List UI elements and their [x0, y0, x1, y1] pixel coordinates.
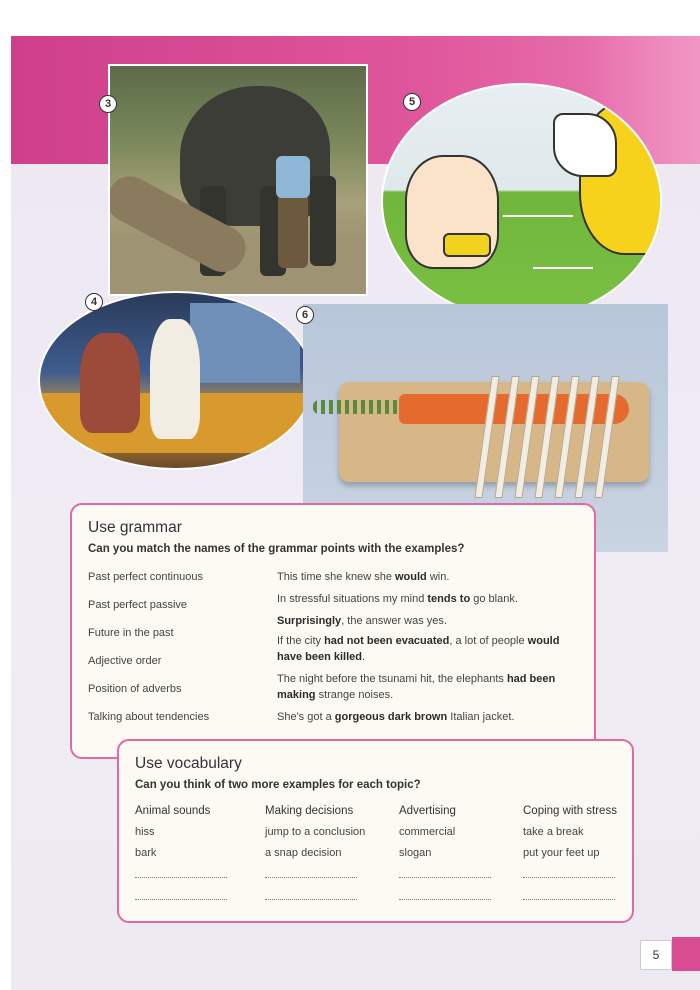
topic-item: hiss: [135, 826, 155, 838]
grammar-point: Future in the past: [88, 627, 174, 639]
grammar-point: Past perfect passive: [88, 599, 188, 611]
topic-item: bark: [135, 847, 157, 859]
topic-heading: Advertising: [399, 805, 456, 817]
topic-item: put your feet up: [523, 847, 600, 859]
topic-heading: Animal sounds: [135, 805, 211, 817]
topic-heading: Coping with stress: [523, 805, 617, 817]
tiger-mouth: [553, 113, 617, 177]
answer-line: [135, 877, 227, 878]
topic-item: commercial: [399, 826, 456, 838]
speed-line: [503, 215, 573, 217]
grammar-example: The night before the tsunami hit, the elephants had been making strange noises.: [277, 673, 556, 701]
topic-heading: Making decisions: [265, 805, 354, 817]
grammar-example: If the city had not been evacuated, a lot of people would have been killed.: [277, 635, 560, 663]
studio-screen: [190, 303, 300, 383]
answer-line: [399, 899, 491, 900]
grammar-box: [70, 503, 596, 759]
elephant-leg: [310, 176, 336, 266]
photo-number-4: 4: [85, 293, 103, 311]
grammar-example: Surprisingly, the answer was yes.: [277, 615, 447, 627]
topic-item: a snap decision: [265, 847, 342, 859]
topic-item: take a break: [523, 826, 584, 838]
grammar-question: Can you match the names of the grammar points with the examples?: [88, 543, 465, 555]
speed-line: [533, 267, 593, 269]
vocabulary-question: Can you think of two more examples for each topic?: [135, 779, 421, 791]
guest: [80, 333, 140, 433]
grammar-point: Adjective order: [88, 655, 162, 667]
vocabulary-box: [117, 739, 634, 923]
carrot-leaves: [313, 400, 413, 414]
host: [150, 319, 200, 439]
photo-cartoon: [381, 83, 662, 320]
grammar-title: Use grammar: [88, 519, 182, 536]
mahout-shirt: [276, 156, 310, 198]
answer-line: [523, 899, 615, 900]
grammar-point: Past perfect continuous: [88, 571, 203, 583]
page-number: 5: [640, 940, 672, 970]
topic-item: jump to a conclusion: [265, 826, 366, 838]
photo-elephant: [108, 64, 368, 296]
answer-line: [265, 877, 357, 878]
photo-number-5: 5: [403, 93, 421, 111]
answer-line: [135, 899, 227, 900]
grammar-point: Talking about tendencies: [88, 711, 210, 723]
grammar-example: She's got a gorgeous dark brown Italian jacket.: [277, 711, 515, 723]
topic-item: slogan: [399, 847, 432, 859]
grammar-example: This time she knew she would win.: [277, 571, 450, 583]
grammar-point: Position of adverbs: [88, 683, 182, 695]
grammar-example: In stressful situations my mind tends to go blank.: [277, 593, 518, 605]
photo-number-3: 3: [99, 95, 117, 113]
answer-line: [399, 877, 491, 878]
photo-tv-studio: [38, 291, 314, 470]
vocabulary-title: Use vocabulary: [135, 755, 242, 772]
caveman-skirt: [443, 233, 491, 257]
answer-line: [265, 899, 357, 900]
page-tab: [672, 937, 700, 971]
photo-number-6: 6: [296, 306, 314, 324]
answer-line: [523, 877, 615, 878]
